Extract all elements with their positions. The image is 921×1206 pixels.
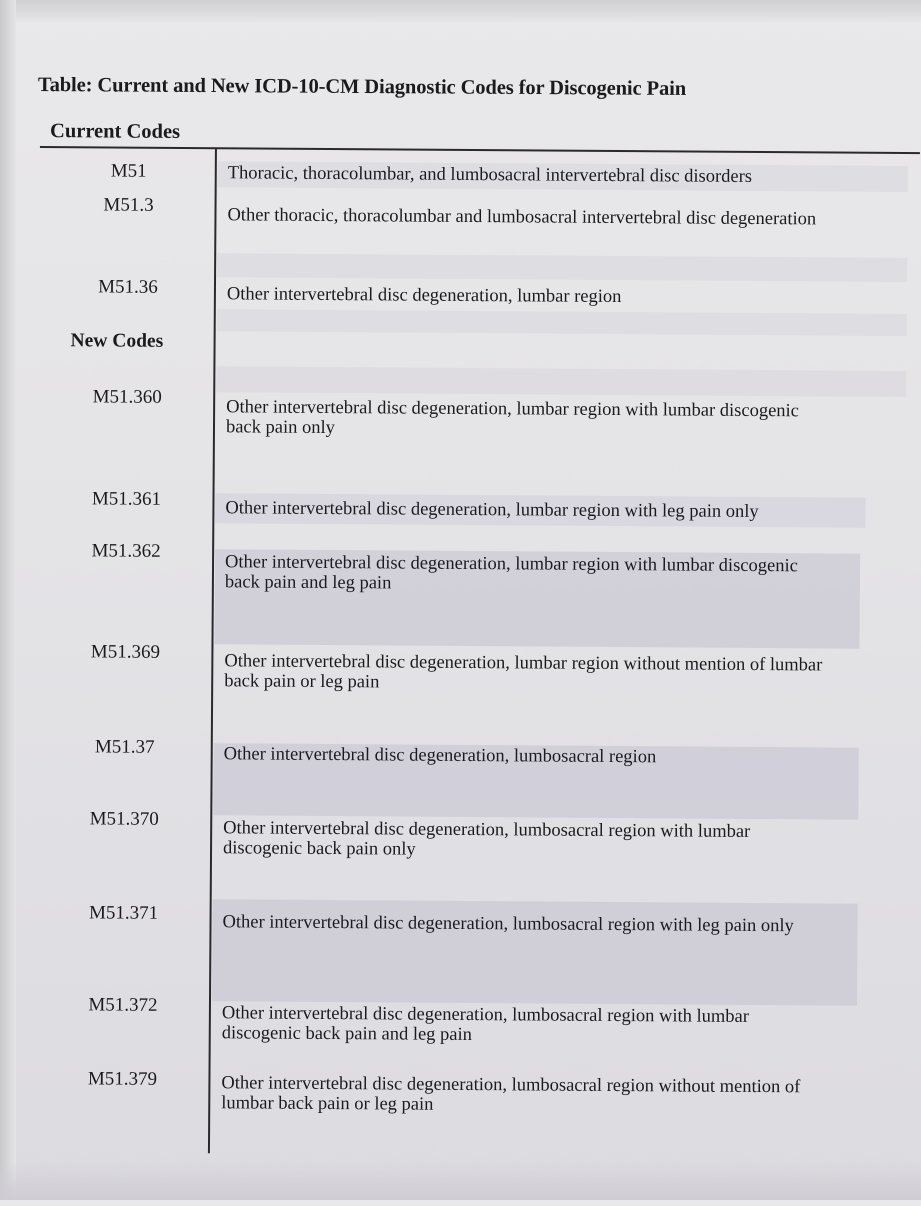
description-cell: Other intervertebral disc degeneration, lumbar region [226,284,622,308]
code-cell: M51.360 [92,386,162,408]
code-cell: M51.3 [103,194,154,216]
code-cell: M51.36 [98,276,158,298]
description-cell: Other intervertebral disc degeneration, lumbar region without mention of lumbar back pain or leg pain [224,651,823,693]
code-cell: M51.371 [88,902,159,924]
description-cell: Other thoracic, thoracolumbar and lumbosacral intervertebral disc degeneration [227,205,817,230]
description-cell: Other intervertebral disc degeneration, lumbosacral region with leg pain only [222,912,794,937]
code-cell: M51 [110,160,147,182]
table-title: Table: Current and New ICD-10-CM Diagnostic Codes for Discogenic Pain [37,74,687,100]
header-rule [40,146,920,154]
code-cell: M51.372 [88,994,158,1016]
description-cell: Other intervertebral disc degeneration, lumbosacral region without mention of lumbar back pain or leg pain [221,1073,801,1115]
code-cell: M51.361 [91,488,162,510]
description-cell: Other intervertebral disc degeneration, lumbosacral region with lumbar discogenic back pain only [222,818,751,860]
new-codes-heading: New Codes [70,330,164,352]
description-cell: Thoracic, thoracolumbar, and lumbosacral intervertebral disc disorders [227,163,753,187]
code-cell: M51.37 [94,736,155,758]
description-cell: Other intervertebral disc degeneration, lumbar region with leg pain only [225,498,759,523]
description-cell: Other intervertebral disc degeneration, lumbar region with lumbar discogenic back pain and leg pain [224,552,798,594]
current-codes-heading: Current Codes [49,120,181,143]
row-shading [217,309,907,336]
code-cell: M51.370 [89,808,159,830]
screen-bezel-bottom [0,1160,921,1200]
code-cell: M51.369 [90,641,161,663]
row-shading [217,253,907,282]
description-cell: Other intervertebral disc degeneration, lumbar region with lumbar discogenic back pain only [225,397,799,439]
code-cell: M51.379 [87,1068,158,1090]
code-cell: M51.362 [91,540,161,562]
description-cell: Other intervertebral disc degeneration, lumbosacral region with lumbar discogenic back pain and leg pain [221,1003,750,1046]
row-shading [216,366,906,397]
description-cell: Other intervertebral disc degeneration, lumbosacral region [223,744,657,768]
